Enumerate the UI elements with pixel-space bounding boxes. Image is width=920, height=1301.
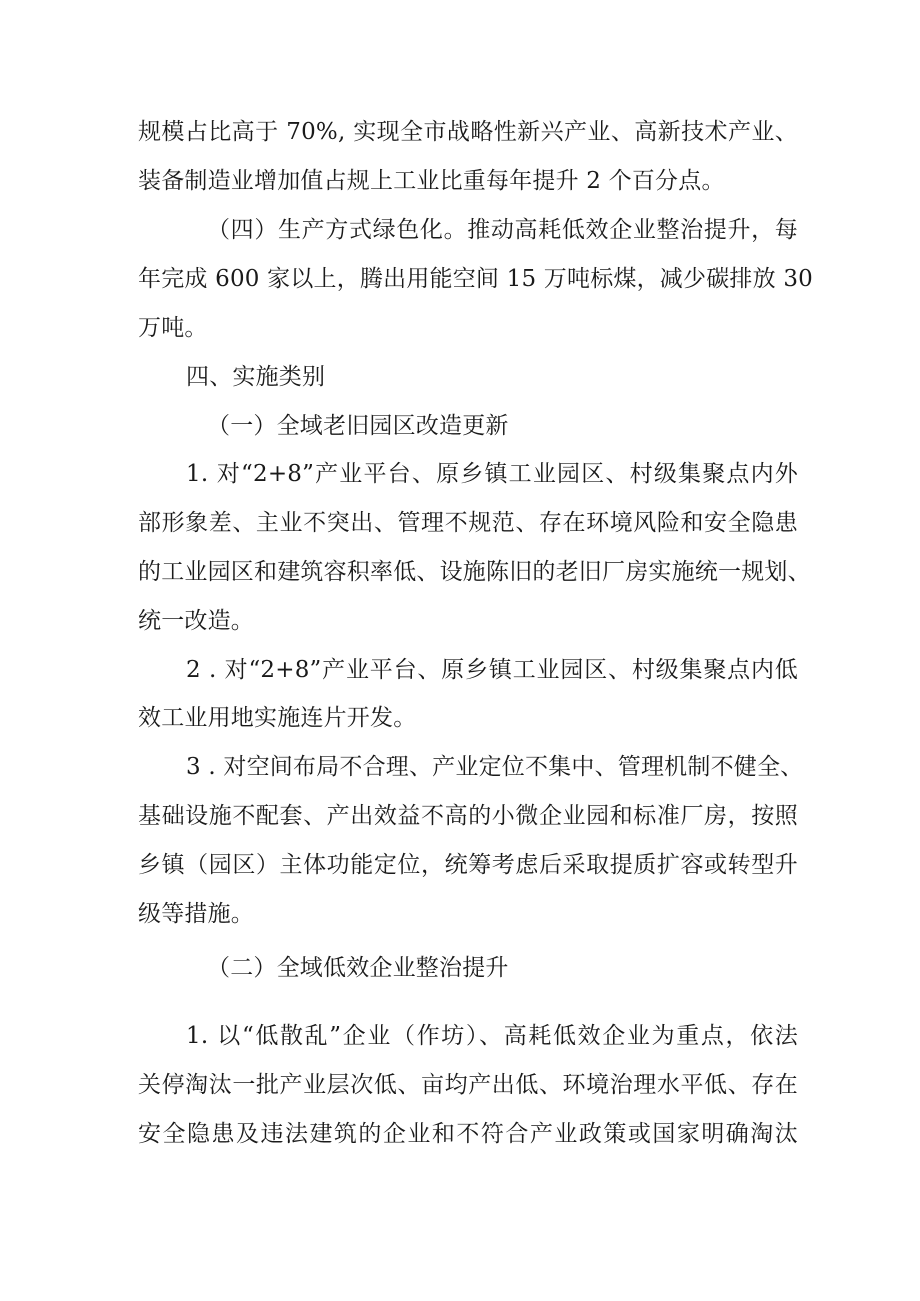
paragraph-line: 安全隐患及违法建筑的企业和不符合产业政策或国家明确淘汰 (138, 1121, 798, 1147)
paragraph-line: 统一改造。 (138, 608, 254, 634)
section-heading: 四、实施类别 (186, 364, 326, 390)
paragraph-line: 2 . 对“2+8”产业平台、原乡镇工业园区、村级集聚点内低 (186, 657, 798, 683)
paragraph-line: 年完成 600 家以上，腾出用能空间 15 万吨标煤，减少碳排放 30 (138, 266, 813, 292)
paragraph-line: 1. 以“低散乱”企业（作坊）、高耗低效企业为重点，依法 (186, 1023, 798, 1049)
subsection-heading: （二）全域低效企业整治提升 (207, 955, 509, 981)
paragraph-line: 部形象差、主业不突出、管理不规范、存在环境风险和安全隐患 (138, 510, 798, 536)
paragraph-line: 基础设施不配套、产出效益不高的小微企业园和标准厂房，按照 (138, 803, 798, 829)
paragraph-line: 装备制造业增加值占规上工业比重每年提升 2 个百分点。 (138, 168, 725, 194)
paragraph-line: （四）生产方式绿色化。推动高耗低效企业整治提升，每 (207, 217, 798, 243)
paragraph-line: 3 . 对空间布局不合理、产业定位不集中、管理机制不健全、 (186, 754, 804, 780)
paragraph-line: 效工业用地实施连片开发。 (138, 705, 417, 731)
subsection-heading: （一）全域老旧园区改造更新 (207, 413, 509, 439)
paragraph-line: 规模占比高于 70%, 实现全市战略性新兴产业、高新技术产业、 (138, 119, 798, 145)
paragraph-line: 关停淘汰一批产业层次低、亩均产出低、环境治理水平低、存在 (138, 1072, 798, 1098)
paragraph-line: 乡镇（园区）主体功能定位，统筹考虑后采取提质扩容或转型升 (138, 852, 798, 878)
paragraph-line: 万吨。 (138, 315, 208, 341)
paragraph-line: 的工业园区和建筑容积率低、设施陈旧的老旧厂房实施统一规划、 (138, 559, 811, 585)
paragraph-line: 级等措施。 (138, 901, 254, 927)
paragraph-line: 1. 对“2+8”产业平台、原乡镇工业园区、村级集聚点内外 (186, 461, 798, 487)
